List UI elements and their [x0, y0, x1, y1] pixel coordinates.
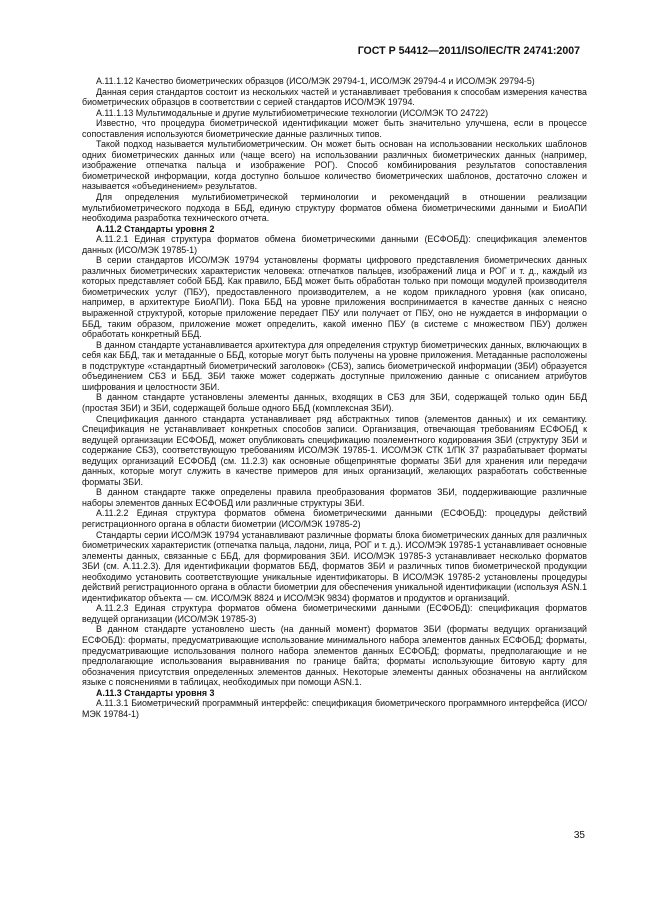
document-body [82, 76, 587, 719]
paragraph: В данном стандарте установлено шесть (на данный момент) форматов ЗБИ (форматы ведущих организаций ЕСФОБД): форматы, предусматривающие использование минимального набора элементов данных ЕСФОБД; форматы, предусматривающие использования полного набора элементов данных ЕСФОБД; форматы, предполагающие и не предполагающие использования выравнивания по границе байта; форматы использующие битовую карту для обозначения присутствия определенных элементов данных. Некоторые элементы данных обозначены на английском языке с пояснениями в таблицах, необходимых при помощи ASN.1. [82, 624, 587, 688]
paragraph: А.11.3.1 Биометрический программный интерфейс: спецификация биометрического программного интерфейса (ИСО/МЭК 19784-1) [82, 698, 587, 719]
document-header: ГОСТ Р 54412—2011/ISO/IEC/TR 24741:2007 [357, 45, 580, 57]
paragraph: А.11.1.13 Мультимодальные и другие мультибиометрические технологии (ИСО/МЭК ТО 24722) [96, 107, 489, 118]
paragraph: А.11.1.12 Качество биометрических образцов (ИСО/МЭК 29794-1, ИСО/МЭК 29794-4 и ИСО/МЭК 29794-5) [96, 76, 535, 86]
paragraph: Известно, что процедура биометрической идентификации может быть значительно улучшена, если в процессе сопоставления используются биометрические данные различных типов. [82, 118, 587, 139]
paragraph: В данном стандарте установлены элементы данных, входящих в СБЗ для ЗБИ, содержащей только один ББД (простая ЗБИ) и ЗБИ, содержащей больше одного ББД (комплексная ЗБИ). [82, 392, 587, 413]
paragraph: В серии стандартов ИСО/МЭК 19794 установлены форматы цифрового представления биометрических данных различных биометрических характеристик человека: отпечатков пальцев, изображений лица и РОГ и т. д., каждый из которых представляет собой ББД. Как правило, ББД может быть обработан только при помощи модулей производителя биометрических услуг (ПБУ), предоставленного производителем, а не кодом прикладного уровня (как описано, например, в архитектуре БиоАПИ). Пока ББД на уровне приложения воспринимается в качестве данных с неясно выраженной структурой, которые приложение передает ПБУ или получает от ПБУ, оно не нуждается в информации о ББД, таким образом, приложение может определить, какой именно ПБУ (в системе с множеством ПБУ) должен обработать конкретный ББД. [82, 255, 587, 340]
paragraph: А.11.2.2 Единая структура форматов обмена биометрическими данными (ЕСФОБД): процедуры действий регистрационного органа в области биометрии (ИСО/МЭК 19785-2) [82, 508, 587, 529]
paragraph: Данная серия стандартов состоит из нескольких частей и устанавливает требования к способам измерения качества биометрических образцов в соответствии с серией стандартов ИСО/МЭК 19794. [82, 86, 587, 108]
paragraph: В данном стандарте устанавливается архитектура для определения структур биометрических данных, включающих в себя как ББД, так и метаданные о ББД, которые могут быть получены на уровне приложения. Метаданные расположены в подструктуре «стандартный биометрический заголовок» (СБЗ), запись биометрической информации (ЗБИ) образуется объединением СБЗ и ББД. ЗБИ также может содержать доступные приложению данные с описанием атрибутов шифрования и целостности ЗБИ. [82, 339, 587, 392]
paragraph: Стандарты серии ИСО/МЭК 19794 устанавливают различные форматы блока биометрических данных для различных биометрических характеристик (отпечатка пальца, ладони, лица, РОГ и т. д.). ИСО/МЭК 19785-1 устанавливает основные элементы данных, связанные с ББД, для формирования ЗБИ. ИСО/МЭК 19785-3 устанавливает несколько форматов ЗБИ (см. А.11.2.3). Для идентификации форматов ББД, форматов ЗБИ и различных типов биометрической продукции необходимо установить соответствующие уникальные идентификаторы. В ИСО/МЭК 19785-2 установлены процедуры действий регистрационного органа в области биометрии для обеспечения уникальной идентификации (используя ASN.1 идентификатор объекта — см. ИСО/МЭК 8824 и ИСО/МЭК 9834) форматов и продуктов и организаций. [82, 529, 587, 603]
paragraph: Такой подход называется мультибиометрическим. Он может быть основан на использовании нескольких шаблонов одних биометрических данных или (чаще всего) на использовании различных биометрических данных (например, изображение отпечатка пальца и изображение РОГ). Способ комбинирования результатов сопоставления биометрической информации, когда доступно большое количество биометрических шаблонов, достаточно сложен и называется «объединением» результатов. [82, 139, 587, 192]
paragraph: А.11.2.3 Единая структура форматов обмена биометрическими данными (ЕСФОБД): спецификация форматов ведущей организации (ИСО/МЭК 19785-3) [82, 603, 587, 624]
paragraph: А.11.2.1 Единая структура форматов обмена биометрическими данными (ЕСФОБД): спецификация элементов данных (ИСО/МЭК 19785-1) [82, 234, 587, 255]
page-number: 35 [573, 830, 585, 841]
section-heading: А.11.2 Стандарты уровня 2 [96, 223, 215, 234]
paragraph: Для определения мультибиометрической терминологии и рекомендаций в отношении реализации мультибиометрического подхода в ББД, единую структуру форматов обмена биометрическими данными и БиоАПИ необходима разработка технического отчета. [82, 192, 587, 224]
paragraph: В данном стандарте также определены правила преобразования форматов ЗБИ, поддерживающие различные наборы элементов данных ЕСФОБД или различные структуры ЗБИ. [82, 487, 587, 508]
paragraph: Спецификация данного стандарта устанавливает ряд абстрактных типов (элементов данных) и их семантику. Спецификация не устанавливает конкретных способов записи. Организация, отвечающая требованиям ЕСФОБД к ведущей организации ЕСФОБД, может опубликовать спецификацию поэлементного кодирования ЗБИ (структуру ЗБИ и содержание СБЗ), соответствующую требованиям ИСО/МЭК 19785-1. ИСО/МЭК СТК 1/ПК 37 разрабатывает форматы ведущих организаций ЕСФОБД (см. 11.2.3) как основные общепринятые форматы ЗБИ для хранения или передачи данных, которые могут служить в качестве примеров для иных организаций, желающих разработать собственные форматы ЗБИ. [82, 413, 587, 487]
section-heading: А.11.3 Стандарты уровня 3 [96, 687, 215, 698]
